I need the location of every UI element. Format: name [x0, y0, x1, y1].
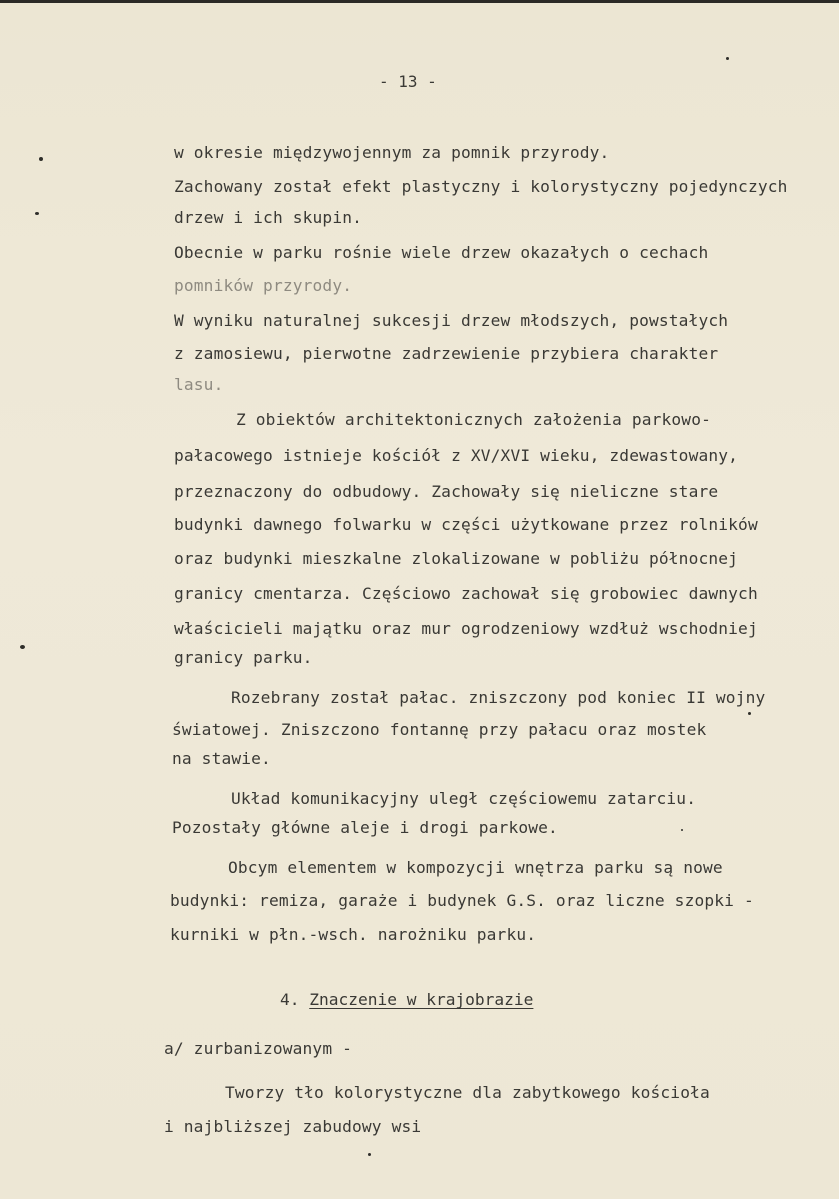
text-line: Pozostały główne aleje i drogi parkowe. — [172, 818, 558, 837]
scan-speck — [368, 1153, 371, 1156]
text-line: pomników przyrody. — [174, 276, 353, 295]
text-line: na stawie. — [172, 749, 271, 768]
scan-speck — [748, 712, 751, 715]
scan-speck — [35, 212, 39, 215]
text-line: budynki: remiza, garaże i budynek G.S. oraz liczne szopki - — [170, 891, 754, 910]
text-line: W wyniku naturalnej sukcesji drzew młodszych, powstałych — [174, 311, 729, 330]
section-heading — [280, 990, 533, 1009]
text-line: granicy parku. — [174, 648, 313, 667]
scan-speck — [20, 645, 25, 649]
text-line: w okresie międzywojennym za pomnik przyrody. — [174, 143, 610, 162]
text-line: budynki dawnego folwarku w części użytkowane przez rolników — [174, 515, 758, 534]
text-line: światowej. Zniszczono fontannę przy pałacu oraz mostek — [172, 720, 707, 739]
text-line: pałacowego istnieje kościół z XV/XVI wieku, zdewastowany, — [174, 446, 739, 465]
text-line: granicy cmentarza. Częściowo zachował się grobowiec dawnych — [174, 584, 758, 603]
text-line: przeznaczony do odbudowy. Zachowały się nieliczne stare — [174, 482, 719, 501]
scan-speck — [39, 157, 43, 161]
text-line: oraz budynki mieszkalne zlokalizowane w pobliżu północnej — [174, 549, 739, 568]
page-number: - 13 - — [379, 72, 437, 91]
text-line: z zamosiewu, pierwotne zadrzewienie przybiera charakter — [174, 344, 719, 363]
text-line: lasu. — [174, 375, 224, 394]
text-line: właścicieli majątku oraz mur ogrodzeniowy wzdłuż wschodniej — [174, 619, 758, 638]
text-line: drzew i ich skupin. — [174, 208, 363, 227]
scan-top-edge — [0, 0, 839, 3]
text-line: kurniki w płn.-wsch. narożniku parku. — [170, 925, 537, 944]
section-title: Znaczenie w krajobrazie — [309, 990, 534, 1009]
scan-speck — [681, 829, 683, 831]
text-line: Tworzy tło kolorystyczne dla zabytkowego kościoła — [225, 1083, 710, 1102]
text-line: Zachowany został efekt plastyczny i kolorystyczny pojedynczych — [174, 177, 788, 196]
text-line: Rozebrany został pałac. zniszczony pod koniec II wojny — [231, 688, 766, 707]
section-number: 4. — [280, 990, 300, 1009]
scan-speck — [726, 57, 729, 60]
text-line: Układ komunikacyjny uległ częściowemu zatarciu. — [231, 789, 697, 808]
text-line: i najbliższej zabudowy wsi — [164, 1117, 422, 1136]
text-line: Obecnie w parku rośnie wiele drzew okazałych o cechach — [174, 243, 709, 262]
subsection-label: a/ zurbanizowanym - — [164, 1039, 353, 1058]
text-line: Obcym elementem w kompozycji wnętrza parku są nowe — [228, 858, 723, 877]
text-line: Z obiektów architektonicznych założenia parkowo- — [236, 410, 711, 429]
